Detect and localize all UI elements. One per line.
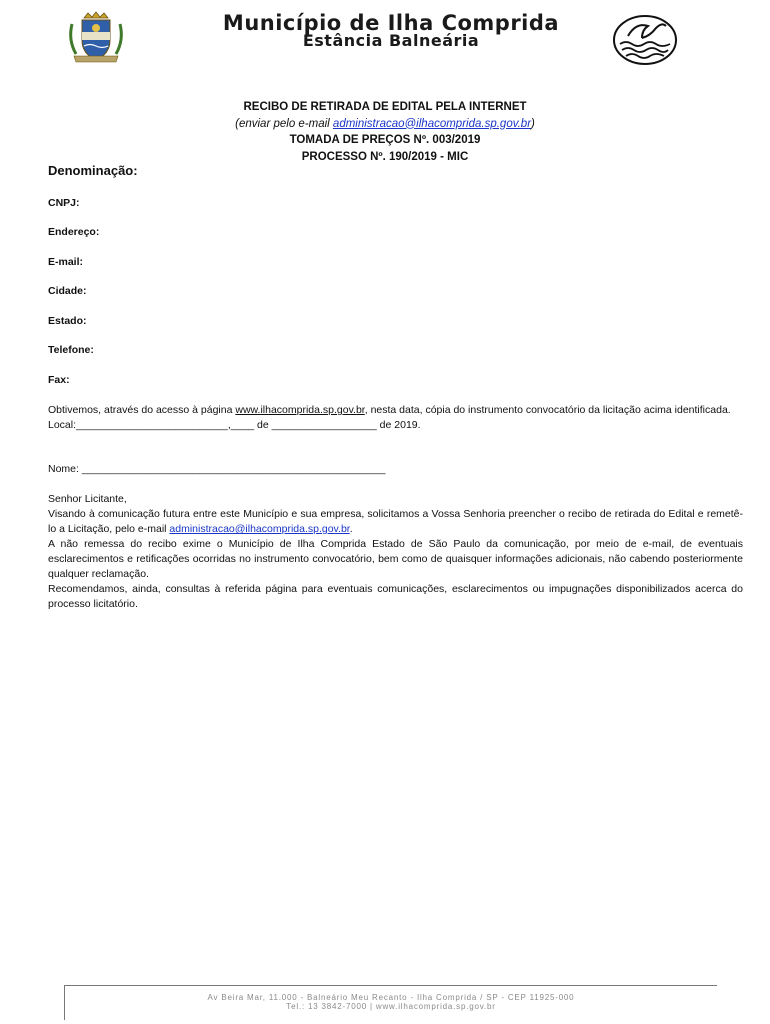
heading-email-link[interactable]: administracao@ilhacomprida.sp.gov.br	[332, 117, 532, 130]
letterhead	[0, 0, 770, 80]
footer-contact: Tel.: 13 3842-7000 | www.ilhacomprida.sp.gov.br	[286, 1002, 496, 1011]
website-link[interactable]: www.ilhacomprida.sp.gov.br	[235, 404, 365, 416]
cnpj-label: CNPJ:	[48, 197, 80, 209]
notice-block	[48, 492, 743, 612]
municipal-coat-of-arms-icon	[66, 10, 126, 66]
telefone-label: Telefone:	[48, 344, 94, 356]
municipality-title: Município de Ilha Comprida	[222, 11, 560, 35]
notice-paragraph-2: A não remessa do recibo exime o Município de Ilha Comprida Estado de São Paulo da comunicação, por meio de e-mail, de eventuais esclarecimentos e retificações ocorridas no instrumento convocatório, bem como de quaisquer informações adicionais, não cabendo posteriormente qualquer reclamação.	[48, 538, 743, 580]
heading-process-number: PROCESSO Nº. 190/2019 - MIC	[301, 150, 469, 163]
notice-email-link[interactable]: administracao@ilhacomprida.sp.gov.br	[169, 523, 350, 535]
document-heading	[0, 99, 770, 165]
footer-address: Av Beira Mar, 11.000 - Balneário Meu Recanto - Ilha Comprida / SP - CEP 11925-000	[207, 993, 575, 1002]
municipality-subtitle: Estância Balneária	[302, 31, 480, 50]
denominacao-label: Denominação:	[48, 163, 138, 178]
local-date-line: Local:__________________________,____ de __________________ de 2019.	[48, 419, 421, 431]
estado-label: Estado:	[48, 315, 87, 327]
cidade-label: Cidade:	[48, 285, 87, 297]
declaration-paragraph: Obtivemos, através do acesso à página www.ilhacomprida.sp.gov.br, nesta data, cópia do instrumento convocatório da licitação acima identificada.	[48, 404, 731, 416]
heading-title: RECIBO DE RETIRADA DE EDITAL PELA INTERNET	[243, 101, 527, 113]
heading-email-instruction: (enviar pelo e-mail administracao@ilhacomprida.sp.gov.br)	[235, 117, 535, 130]
declaration-block	[48, 403, 743, 433]
heading-tender-number: TOMADA DE PREÇOS Nº. 003/2019	[289, 134, 481, 146]
notice-salutation: Senhor Licitante,	[48, 493, 127, 505]
notice-paragraph-3: Recomendamos, ainda, consultas à referida página para eventuais comunicações, esclarecimentos ou impugnações disponibilizados acerca do processo licitatório.	[48, 583, 743, 610]
endereco-label: Endereço:	[48, 226, 100, 238]
name-line: Nome: ____________________________________________________	[48, 463, 386, 475]
notice-paragraph-1: Visando à comunicação futura entre este Município e sua empresa, solicitamos a Vossa Senhoria preencher o recibo de retirada do Edital e remetê-lo a Licitação, pelo e-mail administracao@ilhacomprida.sp.gov.br.	[48, 508, 743, 535]
fax-label: Fax:	[48, 374, 70, 386]
heron-wave-emblem-icon	[612, 14, 678, 66]
page-footer	[64, 985, 717, 1020]
email-label: E-mail:	[48, 256, 84, 268]
